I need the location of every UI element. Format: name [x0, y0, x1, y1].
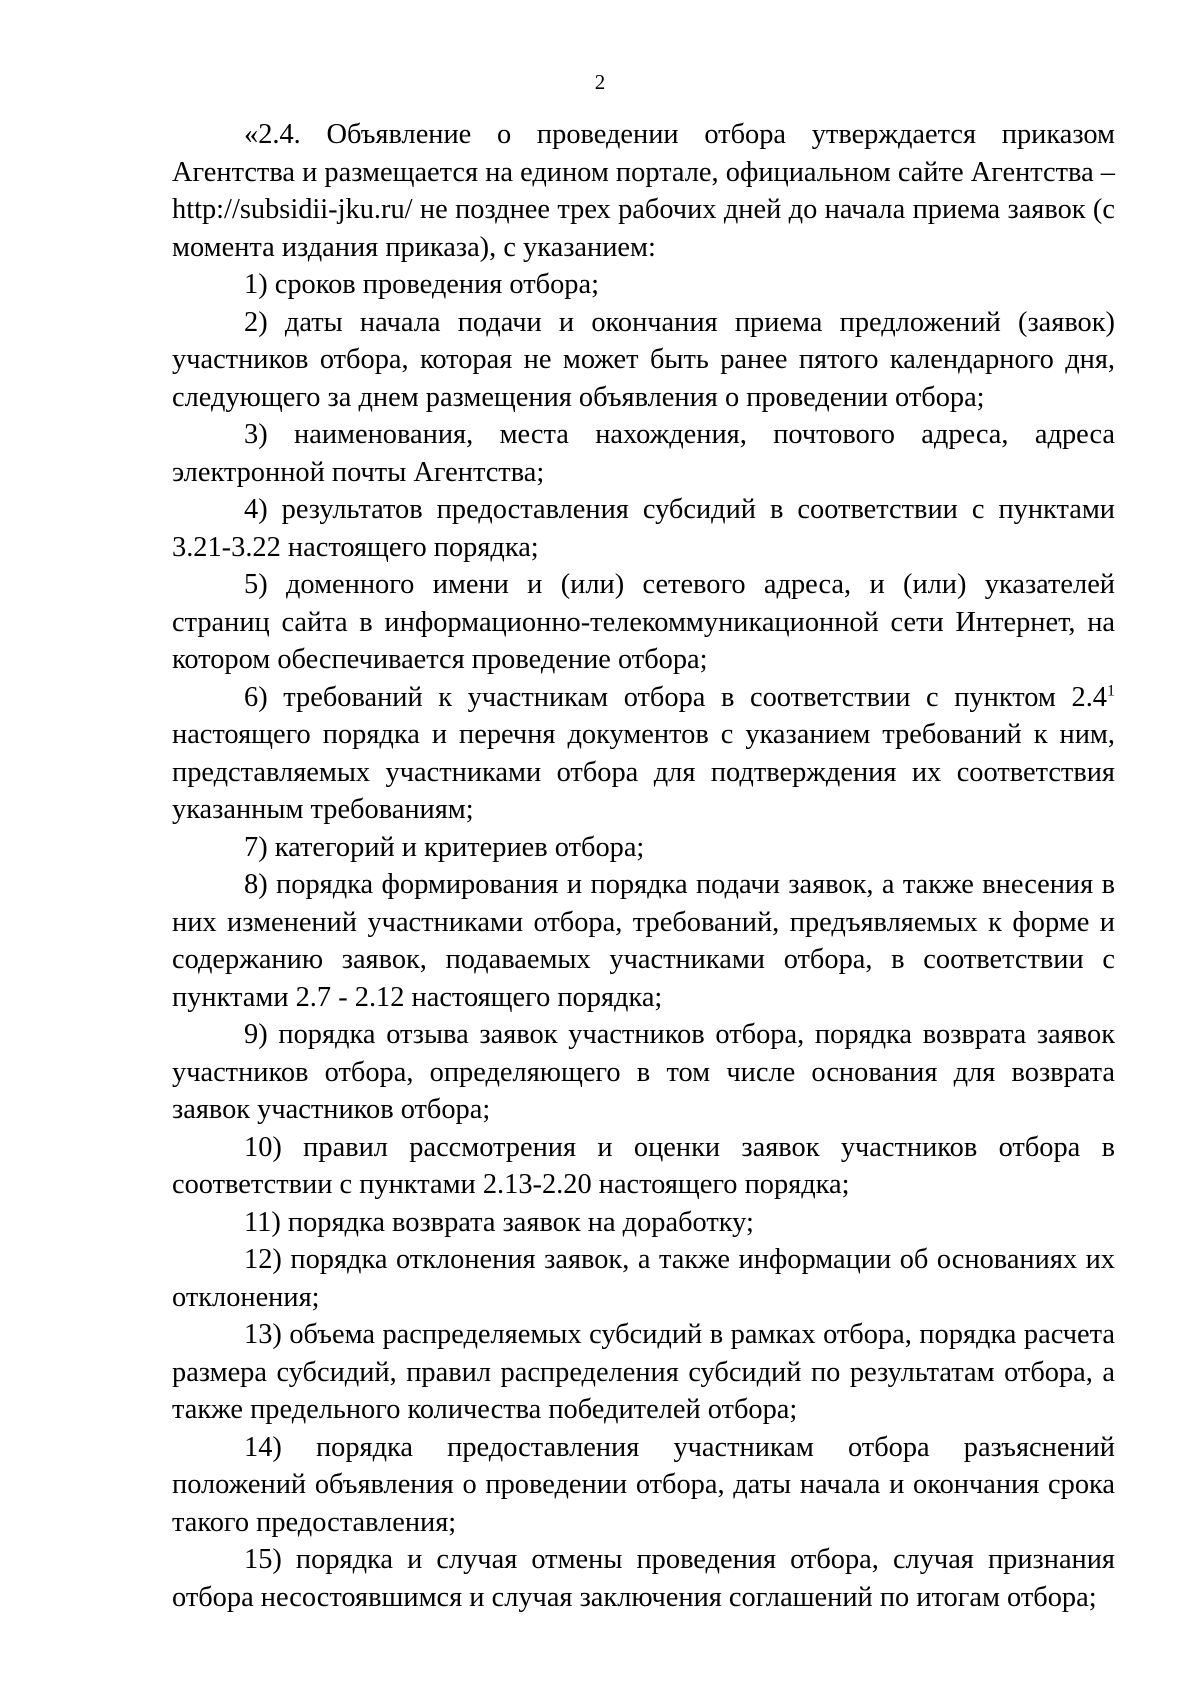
list-item-8: 8) порядка формирования и порядка подачи заявок, а также внесения в них изменений участниками отбора, требований, предъявляемых к форме и содержанию заявок, подаваемых участниками отбора, в соответствии с пунктами 2.7 - 2.12 настоящего порядка;	[172, 869, 1115, 1013]
list-item-7: 7) категорий и критериев отбора;	[244, 831, 645, 863]
document-body	[172, 116, 1115, 1616]
list-item-1: 1) сроков проведения отбора;	[244, 269, 599, 300]
page-number: 2	[594, 70, 606, 94]
list-item-5: 5) доменного имени и (или) сетевого адреса, и (или) указателей страниц сайта в информационно-телекоммуникационной сети Интернет, на котором обеспечивается проведение отбора;	[172, 569, 1115, 675]
list-item-2: 2) даты начала подачи и окончания приема предложений (заявок) участников отбора, которая не может быть ранее пятого календарного дня, следующего за днем размещения объявления о проведении отбора;	[172, 306, 1115, 413]
list-item-12: 12) порядка отклонения заявок, а также информации об основаниях их отклонения;	[172, 1244, 1115, 1313]
list-item-3: 3) наименования, места нахождения, почтового адреса, адреса электронной почты Агентства;	[172, 419, 1115, 488]
list-item-15: 15) порядка и случая отмены проведения отбора, случая признания отбора несостоявшимся и случая заключения соглашений по итогам отбора;	[172, 1544, 1115, 1613]
paragraph-2-4-intro: «2.4. Объявление о проведении отбора утверждается приказом Агентства и размещается на едином портале, официальном сайте Агентства – http://subsidii-jku.ru/ не позднее трех рабочих дней до начала приема заявок (с момента издания приказа), с указанием:	[172, 119, 1115, 263]
list-item-9: 9) порядка отзыва заявок участников отбора, порядка возврата заявок участников отбора, определяющего в том числе основания для возврата заявок участников отбора;	[172, 1019, 1115, 1125]
list-item-14: 14) порядка предоставления участникам отбора разъяснений положений объявления о проведении отбора, даты начала и окончания срока такого предоставления;	[172, 1431, 1115, 1538]
list-item-10: 10) правил рассмотрения и оценки заявок участников отбора в соответствии с пунктами 2.13-2.20 настоящего порядка;	[172, 1131, 1115, 1200]
list-item-6-text-before: 6) требований к участникам отбора в соответствии с пунктом 2.4	[244, 681, 1107, 713]
list-item-4: 4) результатов предоставления субсидий в соответствии с пунктами 3.21-3.22 настоящего порядка;	[172, 494, 1115, 563]
list-item-6	[172, 679, 1115, 829]
list-item-6-superscript: 1	[1107, 682, 1115, 700]
list-item-11: 11) порядка возврата заявок на доработку;	[244, 1206, 754, 1238]
list-item-13: 13) объема распределяемых субсидий в рамках отбора, порядка расчета размера субсидий, правил распределения субсидий по результатам отбора, а также предельного количества победителей отбора;	[172, 1319, 1115, 1425]
list-item-6-text-after: настоящего порядка и перечня документов с указанием требований к ним, представляемых участниками отбора для подтверждения их соответствия указанным требованиям;	[172, 719, 1115, 825]
